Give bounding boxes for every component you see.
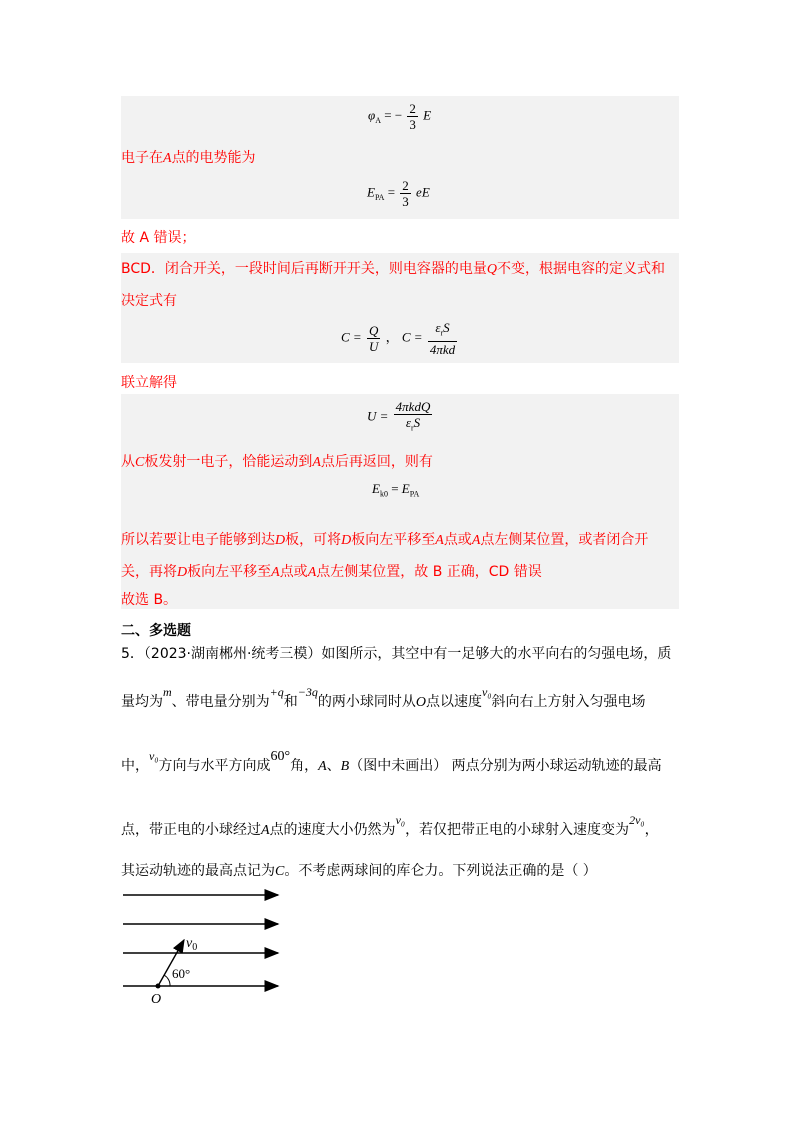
origin-label: O (151, 992, 162, 1007)
solution-line-4: 决定式有 (121, 293, 177, 309)
solution-line-7: 所以若要让电子能够到达D板，可将D板向左平移至A点或A点左侧某位置，或者闭合开 (121, 532, 649, 548)
solution-line-6: 从C板发射一电子，恰能运动到A点后再返回，则有 (121, 454, 433, 470)
question-line-4: 点，带正电的小球经过A点的速度大小仍然为v₀，若仅把带正电的小球射入速度变为2v₀， (121, 813, 659, 838)
origin-point (156, 984, 161, 989)
field-diagram (115, 885, 290, 1010)
equation-phi-a: $\varphi_A$ = − $\frac{2}{3}$ E (368, 101, 432, 132)
angle-label: 60° (172, 966, 191, 981)
section-heading: 二、多选题 (121, 623, 191, 639)
solution-line-9: 故选 B。 (121, 592, 178, 608)
question-line-5: 其运动轨迹的最高点记为C。不考虑两球间的库仑力。下列说法正确的是（ ） (121, 863, 597, 879)
solution-line-2: 故 A 错误； (121, 230, 196, 246)
equation-capacitance: C = $\frac{Q}{U}$ ， C = $\frac{\varepsilon_rS}{\text{4πkd}}$ (341, 320, 456, 357)
solution-line-8: 关，再将D板向左平移至A点或A点左侧某位置，故 B 正确，CD 错误 (121, 564, 542, 580)
solution-line-1: 电子在A点的电势能为 (121, 150, 256, 166)
equation-epa: $E_{PA}$ = $\frac{2}{3}$ eE (367, 178, 430, 209)
solution-line-5: 联立解得 (121, 375, 177, 391)
question-line-3: 中，v₀方向与水平方向成60°角，A、B（图中未画出） 两点分别为两小球运动轨迹的最高 (121, 749, 662, 774)
solution-line-3: BCD．闭合开关，一段时间后再断开开关，则电容器的电量Q不变，根据电容的定义式和 (121, 261, 666, 277)
equation-voltage: U = $\frac{\text{4πkdQ}}{\varepsilon_rS}$ (367, 399, 431, 433)
question-line-2: 量均为m、带电量分别为+q和−3q的两小球同时从O点以速度v₀斜向右上方射入匀强电场 (121, 685, 646, 710)
question-line-1: 5．（2023·湖南郴州·统考三模）如图所示，其空中有一足够大的水平向右的匀强电场，质 (121, 646, 672, 662)
angle-arc (164, 975, 170, 986)
velocity-label: $v_0$ (186, 936, 198, 953)
equation-energy: $E_{k0} = E_{PA}$ (372, 481, 420, 499)
